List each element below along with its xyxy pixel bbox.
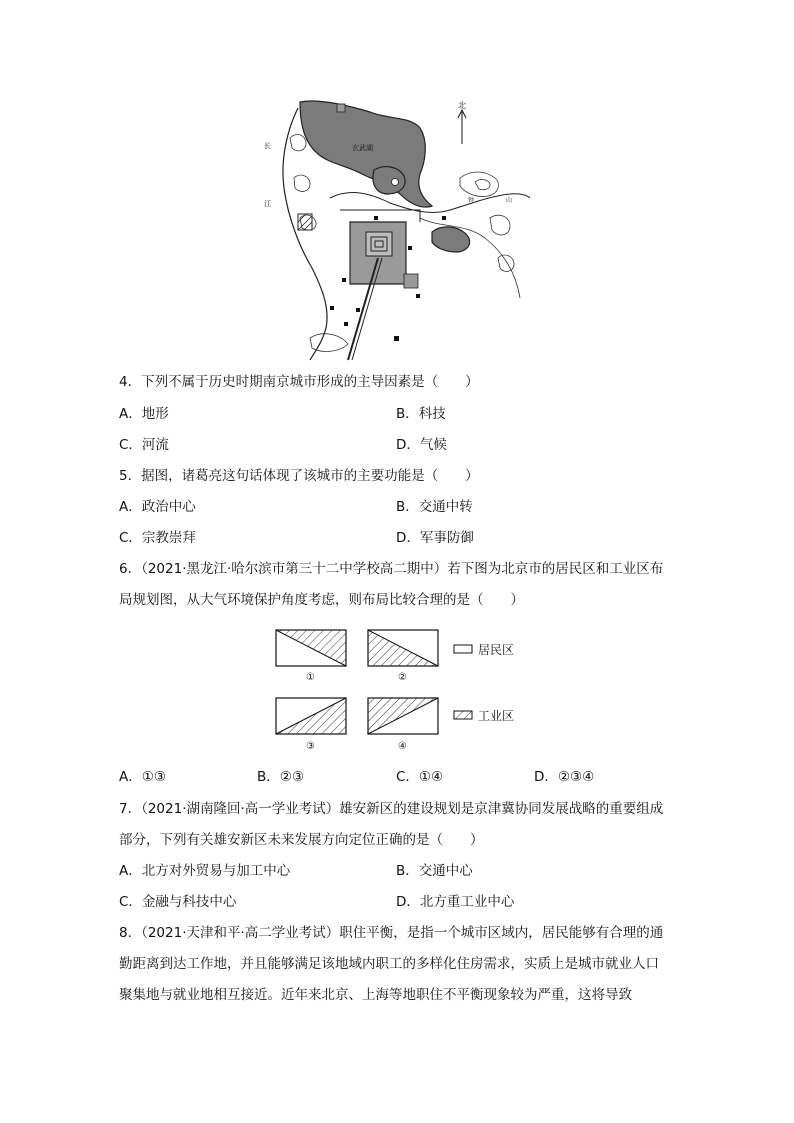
layout-box-3 <box>276 698 346 752</box>
lake-label: 玄武湖 <box>352 144 373 152</box>
q5-option-b: B．交通中转 <box>396 499 473 515</box>
city-wall-outline <box>340 210 420 222</box>
layout-diagram <box>270 624 530 756</box>
legend-industrial-label: 工业区 <box>478 709 515 723</box>
q7-option-a: A．北方对外贸易与加工中心 <box>119 863 291 879</box>
nanjing-map <box>264 98 530 362</box>
q4-option-b: B．科技 <box>396 406 446 422</box>
hill-contours <box>294 175 310 191</box>
river-label-chang: 长 <box>264 142 271 150</box>
mountain-label: 山 <box>506 197 513 204</box>
q6-option-c: C．①④ <box>396 769 444 785</box>
legend-residential-swatch <box>454 645 472 653</box>
xuanwu-lake <box>300 101 432 207</box>
question-8-line-3: 聚集地与就业地相互接近。近年来北京、上海等地职住不平衡现象较为严重，这将导致 <box>119 987 632 1003</box>
box-1-label: ① <box>306 672 315 683</box>
river-label-jiang: 江 <box>264 200 271 208</box>
box-4-label: ④ <box>398 741 407 752</box>
q5-option-a: A．政治中心 <box>119 499 196 515</box>
legend-residential-label: 居民区 <box>478 643 515 657</box>
hill-contours <box>475 180 490 190</box>
layout-box-1 <box>276 630 346 683</box>
hill-contours <box>498 255 514 271</box>
legend-industrial-swatch <box>454 711 472 719</box>
q5-option-d: D．军事防御 <box>396 530 474 546</box>
question-8-line-1: 8．（2021·天津和平·高二学业考试）职住平衡，是指一个城市区域内，居民能够有合理的通 <box>119 925 664 941</box>
palace-outer <box>366 232 392 256</box>
question-6-line-2: 局规划图，从大气环境保护角度考虑，则布局比较合理的是（ ） <box>119 592 524 608</box>
hill-contours <box>490 215 510 235</box>
q7-option-c: C．金融与科技中心 <box>119 894 237 910</box>
hill-label: 钟 <box>468 197 475 204</box>
layout-box-4 <box>368 698 438 752</box>
q4-option-a: A．地形 <box>119 406 169 422</box>
q6-option-b: B．②③ <box>257 769 304 785</box>
hill-contours <box>310 334 348 352</box>
question-5-stem: 5．据图，诸葛亮这句话体现了该城市的主要功能是（ ） <box>119 468 479 484</box>
lake-island <box>392 179 399 186</box>
terrain-outline <box>330 193 530 213</box>
q5-option-c: C．宗教崇拜 <box>119 530 196 546</box>
hill-contours <box>290 135 306 151</box>
box-3-label: ③ <box>306 741 315 752</box>
q4-option-d: D．气候 <box>396 437 447 453</box>
q6-option-a: A．①③ <box>119 769 166 785</box>
q7-option-b: B．交通中心 <box>396 863 473 879</box>
layout-box-2 <box>368 630 438 683</box>
hill-contours <box>460 172 499 196</box>
north-label: 北 <box>458 101 466 110</box>
question-8-line-2: 勤距离到达工作地，并且能够满足该地域内职工的多样化住房需求，实质上是城市就业人口 <box>119 956 659 972</box>
q7-option-d: D．北方重工业中心 <box>396 894 515 910</box>
question-4-stem: 4．下列不属于历史时期南京城市形成的主导因素是（ ） <box>119 374 479 390</box>
q4-option-c: C．河流 <box>119 437 169 453</box>
question-7-line-1: 7．（2021·湖南隆回·高一学业考试）雄安新区的建设规划是京津冀协同发展战略的重要组成 <box>119 801 664 817</box>
camp-square <box>404 274 418 288</box>
question-7-line-2: 部分，下列有关雄安新区未来发展方向定位正确的是（ ） <box>119 832 484 848</box>
box-2-label: ② <box>398 672 407 683</box>
small-lake <box>373 167 405 194</box>
question-6-line-1: 6．（2021·黑龙江·哈尔滨市第三十二中学校高二期中）若下图为北京市的居民区和工业区布 <box>119 561 664 577</box>
camp-square <box>337 104 345 112</box>
q6-option-d: D．②③④ <box>534 769 595 785</box>
east-lake <box>432 227 470 252</box>
